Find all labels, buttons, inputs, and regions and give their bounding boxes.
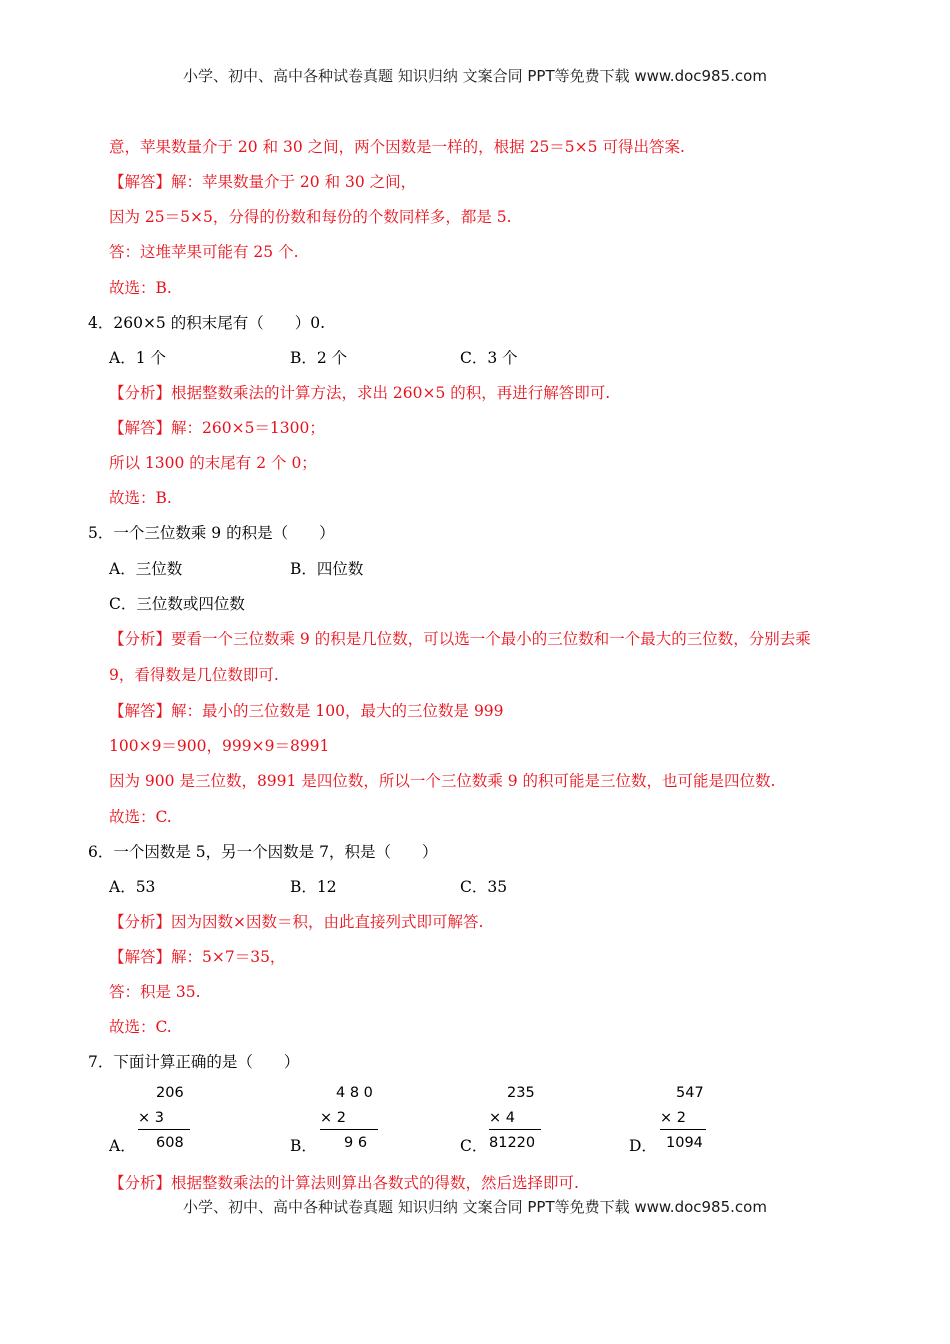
q6-stem: 6．一个因数是 5，另一个因数是 7，积是（ ） xyxy=(88,843,438,861)
q7-option-b-calc xyxy=(320,1084,382,1154)
q7-option-b-label: B． xyxy=(290,1137,317,1155)
q7-option-b-line xyxy=(320,1129,378,1130)
q5-option-b: B．四位数 xyxy=(290,560,364,578)
q6-option-b: B．12 xyxy=(290,878,337,896)
q3-analysis-continuation: 意，苹果数量介于 20 和 30 之间，两个因数是一样的，根据 25＝5×5 可得出答案. xyxy=(109,138,685,156)
q7-option-b-top: 4 8 0 xyxy=(336,1085,373,1101)
q3-solution: 【解答】解：苹果数量介于 20 和 30 之间， xyxy=(109,173,417,191)
q6-analysis: 【分析】因为因数×因数＝积，由此直接列式即可解答. xyxy=(109,913,484,931)
q7-option-c-result: 81220 xyxy=(489,1135,536,1151)
q4-choice: 故选：B. xyxy=(109,489,172,507)
q7-option-a-calc xyxy=(138,1084,194,1154)
q4-option-b: B．2 个 xyxy=(290,349,348,367)
q6-option-a: A．53 xyxy=(109,878,156,896)
q6-answer: 答：积是 35. xyxy=(109,983,201,1001)
q7-option-b-result: 9 6 xyxy=(344,1135,368,1151)
q5-choice: 故选：C. xyxy=(109,808,172,826)
q7-option-d-multiplier: × 2 xyxy=(660,1110,686,1126)
q4-solution-line2: 所以 1300 的末尾有 2 个 0； xyxy=(109,454,317,472)
q5-solution-line2: 100×9＝900，999×9＝8991 xyxy=(109,737,330,755)
q7-option-a-multiplier: × 3 xyxy=(138,1110,164,1126)
q5-solution: 【解答】解：最小的三位数是 100，最大的三位数是 999 xyxy=(109,702,504,720)
q7-option-c-multiplier: × 4 xyxy=(489,1110,515,1126)
q3-solution-line2: 因为 25＝5×5，分得的份数和每份的个数同样多，都是 5. xyxy=(109,208,512,226)
page-header: 小学、初中、高中各种试卷真题 知识归纳 文案合同 PPT等免费下载 www.doc985.com xyxy=(183,67,767,85)
q7-stem: 7．下面计算正确的是（ ） xyxy=(88,1053,300,1071)
q7-option-d-line xyxy=(660,1129,706,1130)
q5-option-a: A．三位数 xyxy=(109,560,183,578)
q5-stem: 5．一个三位数乘 9 的积是（ ） xyxy=(88,524,335,542)
q7-option-d-top: 547 xyxy=(676,1085,704,1101)
q7-option-c-top: 235 xyxy=(507,1085,535,1101)
q5-analysis-line2: 9，看得数是几位数即可. xyxy=(109,666,279,684)
q7-option-d-calc xyxy=(660,1084,710,1154)
q7-option-d-label: D． xyxy=(629,1137,657,1155)
q4-solution: 【解答】解：260×5＝1300； xyxy=(109,419,325,437)
q6-option-c: C．35 xyxy=(460,878,508,896)
q5-option-c: C．三位数或四位数 xyxy=(109,595,245,613)
q7-option-c-calc xyxy=(489,1084,545,1154)
q5-analysis: 【分析】要看一个三位数乘 9 的积是几位数，可以选一个最小的三位数和一个最大的三位数，分别去乘 xyxy=(109,630,811,648)
q7-option-a-result: 608 xyxy=(156,1135,184,1151)
q4-option-a: A．1 个 xyxy=(109,349,166,367)
q7-option-a-line xyxy=(138,1129,190,1130)
q7-option-c-line xyxy=(489,1129,541,1130)
q3-answer: 答：这堆苹果可能有 25 个. xyxy=(109,243,299,261)
q4-option-c: C．3 个 xyxy=(460,349,518,367)
q4-stem: 4．260×5 的积末尾有（ ）0. xyxy=(88,314,326,332)
q7-option-a-label: A． xyxy=(109,1137,136,1155)
q6-solution: 【解答】解：5×7＝35， xyxy=(109,948,286,966)
q7-option-b-multiplier: × 2 xyxy=(320,1110,346,1126)
q7-option-c-label: C． xyxy=(460,1137,488,1155)
q7-analysis: 【分析】根据整数乘法的计算法则算出各数式的得数，然后选择即可. xyxy=(109,1174,579,1192)
q6-choice: 故选：C. xyxy=(109,1018,172,1036)
page-footer: 小学、初中、高中各种试卷真题 知识归纳 文案合同 PPT等免费下载 www.doc985.com xyxy=(183,1198,767,1216)
q5-solution-line3: 因为 900 是三位数，8991 是四位数，所以一个三位数乘 9 的积可能是三位数，也可能是四位数. xyxy=(109,772,776,790)
q7-option-d-result: 1094 xyxy=(666,1135,703,1151)
q7-option-a-top: 206 xyxy=(156,1085,184,1101)
q4-analysis: 【分析】根据整数乘法的计算方法，求出 260×5 的积，再进行解答即可. xyxy=(109,384,611,402)
q3-choice: 故选：B. xyxy=(109,279,172,297)
